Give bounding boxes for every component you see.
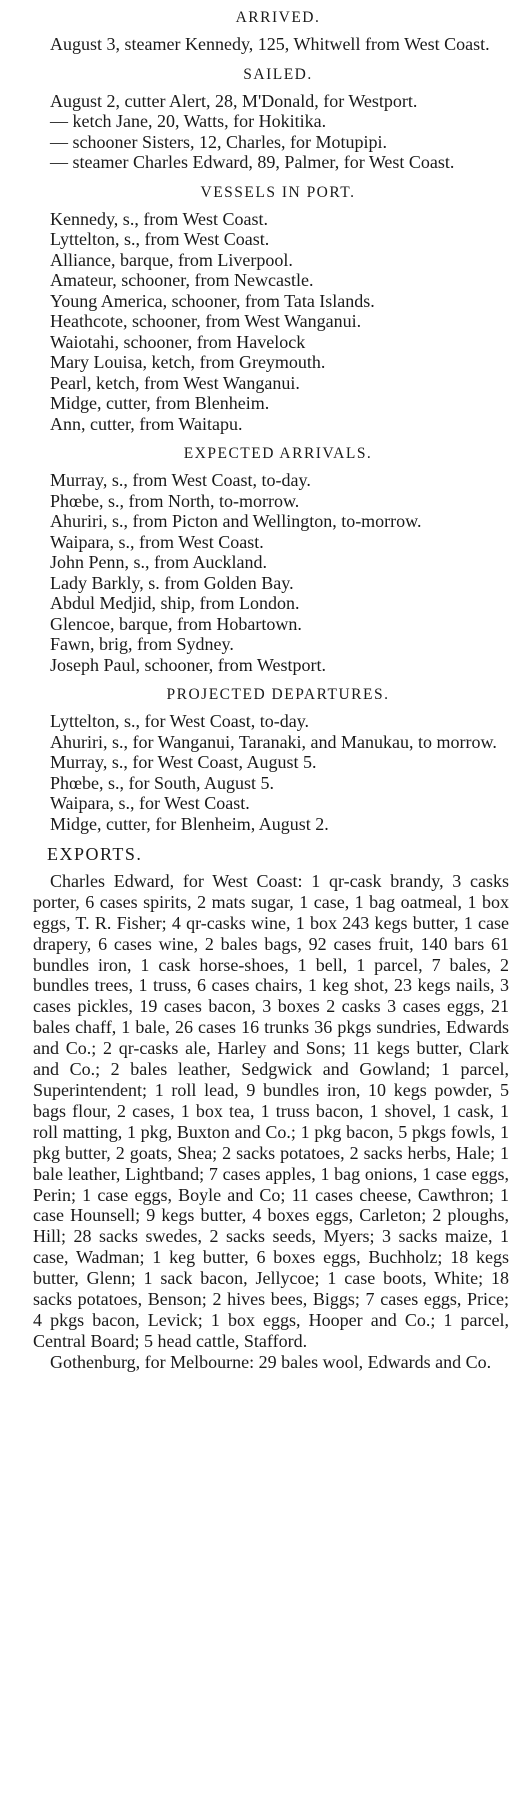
vessel-entry: Amateur, schooner, from Newcastle. [50,270,314,290]
departure-entry: Phœbe, s., for South, August 5. [50,772,275,793]
expected-arrivals-section [33,444,509,675]
exports-heading: EXPORTS. [47,844,143,864]
arrived-heading: ARRIVED. [235,9,321,26]
departure-entry: Waipara, s., for West Coast. [50,793,250,813]
vessel-entry: Kennedy, s., from West Coast. [50,208,269,229]
vessel-entry: Midge, cutter, from Blenheim. [50,393,270,413]
arrival-entry: Joseph Paul, schooner, from Westport. [50,654,326,675]
vessel-entry: Pearl, ketch, from West Wanganui. [50,372,300,393]
vessel-entry: Alliance, barque, from Liverpool. [50,249,293,270]
departure-entry: Lyttelton, s., for West Coast, to-day. [50,711,310,731]
arrival-entry: Ahuriri, s., from Picton and Wellington, to-morrow. [50,511,422,531]
vessel-entry: Lyttelton, s., from West Coast. [50,229,270,249]
vessels-in-port-section [33,183,509,435]
arrival-entry: Glencoe, barque, from Hobartown. [50,613,302,634]
vessel-entry: Young America, schooner, from Tata Islands. [50,290,375,311]
arrival-entry: John Penn, s., from Auckland. [50,552,267,572]
vessel-entry: Waiotahi, schooner, from Havelock [50,331,306,352]
arrival-entry: Lady Barkly, s. from Golden Bay. [50,572,294,593]
arrival-entry: Phœbe, s., from North, to-morrow. [50,490,300,511]
arrival-entry: Fawn, brig, from Sydney. [50,634,234,654]
vessel-entry: Heathcote, schooner, from West Wanganui. [50,311,362,331]
vessels-in-port-heading: VESSELS IN PORT. [200,183,356,201]
departure-entry: Ahuriri, s., for Wanganui, Taranaki, and Manukau, to morrow. [50,731,497,752]
sailed-heading: SAILED. [243,65,313,83]
sailed-entry: — ketch Jane, 20, Watts, for Hokitika. [50,111,327,131]
arrived-entry: August 3, steamer Kennedy, 125, Whitwell from West Coast. [50,34,490,54]
arrived-section [33,8,509,55]
departure-entry: Murray, s., for West Coast, August 5. [50,752,317,772]
arrival-entry: Abdul Medjid, ship, from London. [50,593,300,613]
sailed-section [33,65,509,173]
departure-entry: Midge, cutter, for Blenheim, August 2. [50,813,329,834]
sailed-entry: August 2, cutter Alert, 28, M'Donald, for Westport. [50,90,418,111]
projected-departures-heading: PROJECTED DEPARTURES. [166,686,390,703]
exports-section [33,844,509,1373]
exports-paragraph: Charles Edward, for West Coast: 1 qr-cask brandy, 3 casks porter, 6 cases spirits, 2 mats sugar, 1 case, 1 bag oatmeal, 1 box eggs, T. R. Fisher; 4 qr-casks wine, 1 box 243 kegs butter, 1 case drapery, 6 cases wine, 2 bales bags, 92 cases fruit, 140 bars 61 bundles iron, 1 cask horse-shoes, 1 bell, 1 parcel, 7 bales, 2 bundles trees, 1 truss, 6 cases chairs, 1 keg shot, 23 kegs nails, 3 cases pickles, 19 cases bacon, 3 boxes 2 casks 3 cases eggs, 21 bales chaff, 1 bale, 26 cases 16 trunks 36 pkgs sundries, Edwards and Co.; 2 qr-casks ale, Harley and Sons; 11 kegs butter, Clark and Co.; 2 bales leather, Sedgwick and Gowland; 1 parcel, Superintendent; 1 roll lead, 9 bundles iron, 10 kegs powder, 5 bags flour, 2 cases, 1 box tea, 1 truss bacon, 1 shovel, 1 cask, 1 roll matting, 1 pkg, Buxton and Co.; 1 pkg bacon, 5 pkgs fowls, 1 pkg butter, 2 goats, Shea; 2 sacks potatoes, 2 sacks herbs, Hale; 1 bale leather, Lightband; 7 cases apples, 1 bag onions, 1 case eggs, Perin; 1 case eggs, Boyle and Co; 11 cases cheese, Cawthron; 1 case Hounsell; 9 kegs butter, 4 boxes eggs, Carleton; 2 ploughs, Hill; 28 sacks swedes, 2 sacks seeds, Myers; 3 sacks maize, 1 case, Wadman; 1 keg butter, 6 boxes eggs, Buchholz; 18 kegs butter, Glenn; 1 sack bacon, Jellycoe; 1 case boots, White; 18 sacks potatoes, Benson; 2 hives bees, Biggs; 7 cases eggs, Price; 4 pkgs bacon, Levick; 1 box eggs, Hooper and Co.; 1 parcel, Central Board; 5 head cattle, Stafford. [33,870,509,1351]
sailed-entry: — schooner Sisters, 12, Charles, for Motupipi. [50,131,387,152]
expected-arrivals-heading: EXPECTED ARRIVALS. [183,445,373,462]
arrival-entry: Waipara, s., from West Coast. [50,531,264,552]
projected-departures-section [33,685,509,834]
vessel-entry: Ann, cutter, from Waitapu. [50,413,243,434]
vessel-entry: Mary Louisa, ketch, from Greymouth. [50,352,326,372]
exports-paragraph: Gothenburg, for Melbourne: 29 bales wool, Edwards and Co. [50,1351,492,1372]
arrival-entry: Murray, s., from West Coast, to-day. [50,470,311,490]
sailed-entry: — steamer Charles Edward, 89, Palmer, for West Coast. [50,152,455,172]
